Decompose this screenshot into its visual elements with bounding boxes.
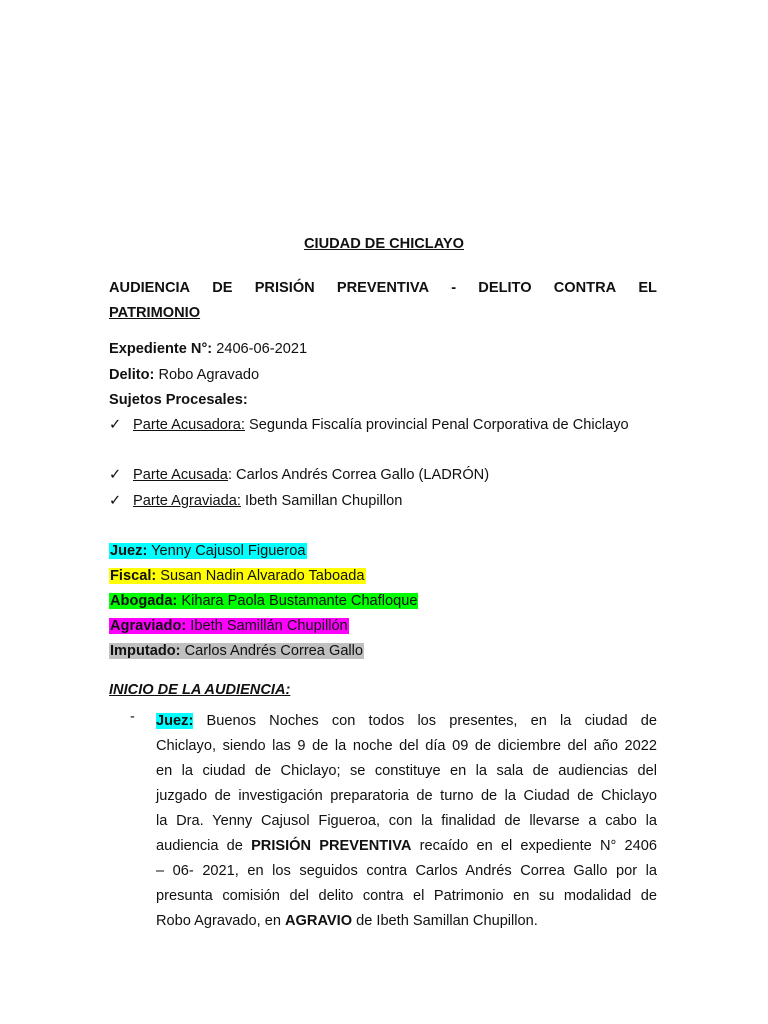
check-icon: ✓ (109, 493, 122, 509)
paragraph-line: en la ciudad de Chiclayo; se constituye en la sala de audiencias del (156, 763, 657, 779)
role-abogada (109, 593, 418, 609)
expediente-label: Expediente N°: (109, 341, 213, 357)
heading-word: PREVENTIVA (336, 280, 430, 296)
paragraph-line: presunta comisión del delito contra el Patrimonio en su modalidad de (156, 888, 657, 904)
sujetos-label: Sujetos Procesales: (109, 392, 248, 408)
check-icon: ✓ (109, 417, 122, 433)
role-highlight (109, 643, 364, 659)
expediente-value: 2406-06-2021 (212, 341, 308, 357)
hearing-heading (109, 276, 657, 326)
role-highlight (109, 543, 307, 559)
sujeto-item (109, 489, 657, 514)
role-label: Agraviado: (110, 618, 187, 634)
delito-line (109, 367, 259, 383)
paragraph-line (156, 909, 657, 934)
paragraph-line (156, 834, 657, 859)
heading-word: CONTRA (553, 280, 617, 296)
role-label: Juez: (110, 543, 148, 559)
heading-word: EL (638, 280, 657, 296)
role-value: Yenny Cajusol Figueroa (147, 543, 306, 559)
role-label: Fiscal: (110, 568, 157, 584)
heading-word: AUDIENCIA (109, 280, 191, 296)
hearing-heading-line2: PATRIMONIO (109, 305, 201, 321)
sujeto-text (133, 489, 657, 514)
paragraph-text: audiencia de (156, 838, 252, 854)
role-label: Imputado: (110, 643, 181, 659)
delito-label: Delito: (109, 367, 155, 383)
paragraph-line: juzgado de investigación preparatoria de turno de la Ciudad de Chiclayo (156, 788, 657, 804)
sujeto-text (133, 413, 657, 438)
section-title: INICIO DE LA AUDIENCIA: (109, 682, 291, 698)
list-dash: - (130, 709, 135, 725)
role-agraviado (109, 618, 349, 634)
delito-value: Robo Agravado (154, 367, 260, 383)
paragraph-line: – 06- 2021, en los seguidos contra Carlos Andrés Correa Gallo por la (156, 863, 657, 879)
paragraph-text: Robo Agravado, en (156, 913, 286, 929)
sujeto-item (109, 413, 657, 438)
check-icon: ✓ (109, 467, 122, 483)
role-imputado (109, 643, 364, 659)
paragraph-line (156, 709, 657, 734)
role-juez (109, 543, 307, 559)
paragraph-text: de Ibeth Samillan Chupillon. (352, 913, 538, 929)
sujeto-value: Ibeth Samillan Chupillon (240, 493, 403, 509)
sujeto-value: : Carlos Andrés Correa Gallo (LADRÓN) (227, 467, 490, 483)
heading-word: DE (212, 280, 233, 296)
speaker-label: Juez: (156, 713, 194, 729)
hearing-heading-line1 (109, 276, 657, 301)
role-label: Abogada: (110, 593, 178, 609)
sujeto-item (109, 463, 657, 488)
hearing-paragraph (156, 709, 657, 934)
role-fiscal (109, 568, 366, 584)
role-highlight (109, 593, 418, 609)
heading-word: - (451, 280, 457, 296)
paragraph-bold: PRISIÓN PREVENTIVA (251, 838, 412, 854)
sujeto-label: Parte Acusada (133, 467, 228, 483)
paragraph-line: la Dra. Yenny Cajusol Figueroa, con la finalidad de llevarse a cabo la (156, 813, 657, 829)
sujeto-text (133, 463, 657, 488)
role-value: Carlos Andrés Correa Gallo (180, 643, 364, 659)
sujeto-label: Parte Acusadora: (133, 417, 245, 433)
role-highlight (109, 618, 349, 634)
role-highlight (109, 568, 366, 584)
expediente-line (109, 341, 307, 357)
paragraph-line: Chiclayo, siendo las 9 de la noche del día 09 de diciembre del año 2022 (156, 738, 657, 754)
role-value: Susan Nadin Alvarado Taboada (156, 568, 365, 584)
role-value: Ibeth Samillán Chupillón (186, 618, 348, 634)
role-value: Kihara Paola Bustamante Chafloque (177, 593, 418, 609)
paragraph-bold: AGRAVIO (285, 913, 353, 929)
document-title: CIUDAD DE CHICLAYO (303, 236, 464, 252)
heading-word: DELITO (478, 280, 532, 296)
sujeto-value: Segunda Fiscalía provincial Penal Corporativa de Chiclayo (244, 417, 629, 433)
heading-word: PRISIÓN (254, 280, 315, 296)
paragraph-text: Buenos Noches con todos los presentes, en la ciudad de (193, 713, 657, 729)
sujeto-label: Parte Agraviada: (133, 493, 241, 509)
paragraph-text: recaído en el expediente N° 2406 (411, 838, 657, 854)
